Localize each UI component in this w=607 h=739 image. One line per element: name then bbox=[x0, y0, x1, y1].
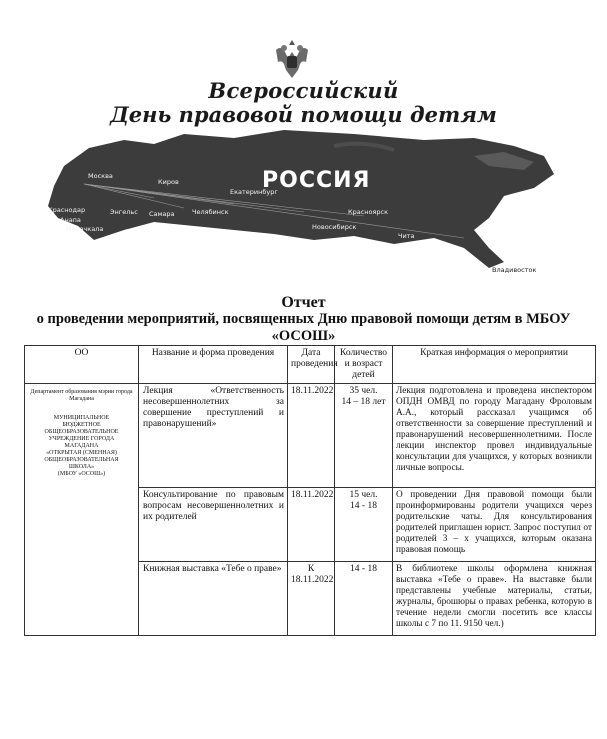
header-date: Дата проведения bbox=[288, 346, 335, 384]
city-label: Чита bbox=[398, 232, 415, 240]
events-table bbox=[24, 345, 596, 636]
table-row bbox=[25, 384, 596, 488]
city-label: Анапа bbox=[60, 216, 81, 224]
header-oo: ОО bbox=[25, 346, 139, 384]
city-label: Энгельс bbox=[110, 208, 138, 216]
table-header-row bbox=[25, 346, 596, 384]
event-info: Лекция подготовлена и проведена инспектором ОПДН ОМВД по городу Магадану Фроловым А.А., который рассказал учащимся об ответственности за совершение преступлений и правонарушений несовершеннолетними. После лекции инспектор провел индивидуальные консультации для учащихся, у которых возникли личные вопросы. bbox=[393, 384, 596, 488]
event-info: О проведении Дня правовой помощи были проинформированы родители учащихся через родительские чаты. Для консультирования родителей приглашен юрист. Запрос поступил от родителей 3 – х учащихся, которым оказана правовая помощь bbox=[393, 488, 596, 562]
city-label: Красноярск bbox=[348, 208, 389, 216]
russia-map bbox=[34, 126, 594, 276]
event-form: Книжная выставка «Тебе о праве» bbox=[139, 562, 288, 636]
event-count: 14 - 18 bbox=[335, 562, 393, 636]
city-label: Краснодар bbox=[48, 206, 86, 214]
event-date: 18.11.2022 bbox=[288, 384, 335, 488]
city-label: Новосибирск bbox=[312, 223, 357, 231]
event-info: В библиотеке школы оформлена книжная выставка «Тебе о праве». На выставке были представлены учебные материалы, статьи, журналы, брошюры о правах ребенка, которую в течение недели смогли посетить все классы школы с 7 по 11. 9150 чел.) bbox=[393, 562, 596, 636]
heading-line2: День правовой помощи детям bbox=[110, 102, 497, 127]
city-label: Владивосток bbox=[492, 266, 537, 274]
event-form: Лекция «Ответственность несовершеннолетних за совершение преступлений и правонарушений» bbox=[139, 384, 288, 488]
map-country-label: РОССИЯ bbox=[262, 168, 371, 193]
report-subtitle: о проведении мероприятий, посвященных Дню правовой помощи детям в МБОУ «ОСОШ» bbox=[36, 311, 571, 344]
oo-organization: МУНИЦИПАЛЬНОЕ БЮДЖЕТНОЕ ОБЩЕОБРАЗОВАТЕЛЬНОЕ УЧРЕЖДЕНИЕ ГОРОДА МАГАДАНА «ОТКРЫТАЯ (СМЕННАЯ) ОБЩЕОБРАЗОВАТЕЛЬНАЯ ШКОЛА» (МБОУ «ОСОШ») bbox=[44, 415, 119, 477]
event-count: 15 чел. 14 - 18 bbox=[335, 488, 393, 562]
oo-cell bbox=[25, 384, 139, 636]
event-count: 35 чел. 14 – 18 лет bbox=[335, 384, 393, 488]
header-count: Количество и возраст детей bbox=[335, 346, 393, 384]
heading-line1: Всероссийский bbox=[208, 78, 399, 103]
city-label: Махачкала bbox=[66, 225, 104, 233]
event-form: Консультирование по правовым вопросам несовершеннолетних и их родителей bbox=[139, 488, 288, 562]
header-info: Краткая информация о мероприятии bbox=[393, 346, 596, 384]
report-title: Отчет bbox=[281, 294, 326, 311]
city-label: Москва bbox=[88, 172, 113, 180]
header-form: Название и форма проведения bbox=[139, 346, 288, 384]
coat-of-arms-icon bbox=[268, 36, 316, 84]
city-label: Киров bbox=[158, 178, 179, 186]
city-label: Самара bbox=[149, 210, 175, 218]
event-date: 18.11.2022 bbox=[288, 488, 335, 562]
event-date: К 18.11.2022 bbox=[288, 562, 335, 636]
oo-department: Департамент образования мэрии города Магадана bbox=[30, 389, 133, 402]
city-label: Челябинск bbox=[192, 208, 229, 216]
city-label: Екатеринбург bbox=[230, 188, 278, 196]
